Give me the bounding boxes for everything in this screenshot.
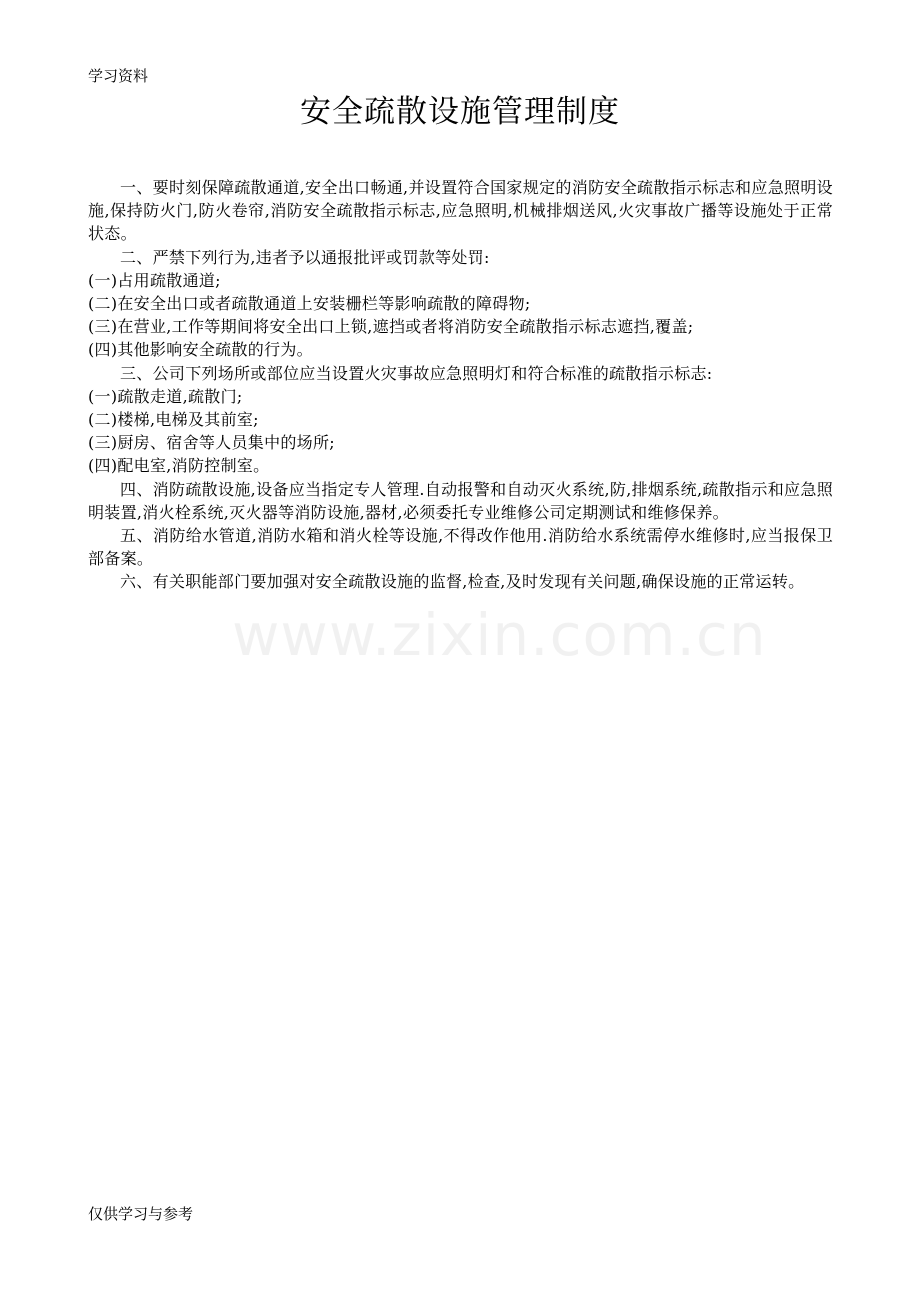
watermark: www.zixin.com.cn xyxy=(232,601,767,669)
list-item: (四)配电室,消防控制室。 xyxy=(88,456,270,476)
list-item: (四)其他影响安全疏散的行为。 xyxy=(88,340,313,360)
document-title: 安全疏散设施管理制度 xyxy=(300,94,620,130)
paragraph-section-2: 二、严禁下列行为,违者予以通报批评或罚款等处罚: xyxy=(120,247,490,267)
paragraph-section-1: 一、要时刻保障疏散通道,安全出口畅通,并设置符合国家规定的消防安全疏散指示标志和应急照明设施,保持防火门,防火卷帘,消防安全疏散指示标志,应急照明,机械排烟送风,火灾事故广播等设施处于正常状态。 xyxy=(88,178,833,244)
list-item: (一)疏散走道,疏散门; xyxy=(88,386,243,406)
paragraph-section-4: 四、消防疏散设施,设备应当指定专人管理.自动报警和自动灭火系统,防,排烟系统,疏散指示和应急照明装置,消火栓系统,灭火器等消防设施,器材,必须委托专业维修公司定期测试和维修保养。 xyxy=(88,479,833,522)
list-item: (二)在安全出口或者疏散通道上安装栅栏等影响疏散的障碍物; xyxy=(88,294,531,314)
list-item: (三)在营业,工作等期间将安全出口上锁,遮挡或者将消防安全疏散指示标志遮挡,覆盖; xyxy=(88,317,694,337)
footer-label: 仅供学习与参考 xyxy=(88,1205,194,1223)
document-body xyxy=(88,176,833,594)
header-label: 学习资料 xyxy=(88,67,149,85)
paragraph-section-3: 三、公司下列场所或部位应当设置火灾事故应急照明灯和符合标准的疏散指示标志: xyxy=(120,363,713,383)
list-item: (二)楼梯,电梯及其前室; xyxy=(88,410,259,430)
paragraph-section-6: 六、有关职能部门要加强对安全疏散设施的监督,检查,及时发现有关问题,确保设施的正常运转。 xyxy=(120,572,805,592)
paragraph-section-5: 五、消防给水管道,消防水箱和消火栓等设施,不得改作他用.消防给水系统需停水维修时,应当报保卫部备案。 xyxy=(88,526,833,569)
list-item: (一)占用疏散通道; xyxy=(88,270,221,290)
list-item: (三)厨房、宿舍等人员集中的场所; xyxy=(88,433,335,453)
